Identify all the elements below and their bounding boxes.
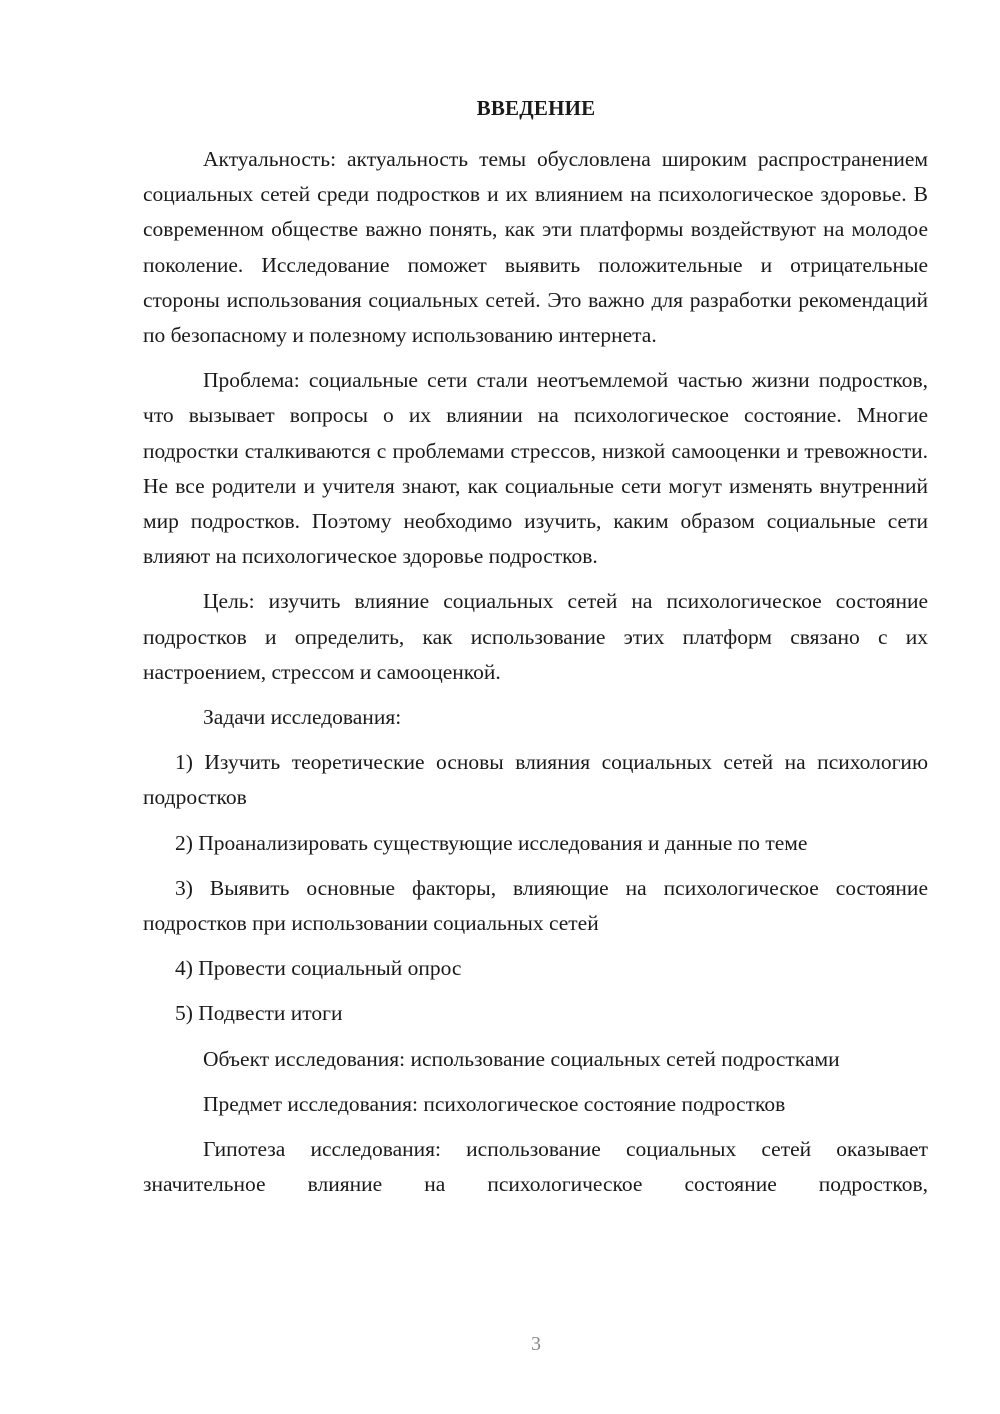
task-item-1: 1) Изучить теоретические основы влияния социальных сетей на психологию подростков: [143, 750, 928, 810]
relevance-paragraph: Актуальность: актуальность темы обусловлена широким распространением социальных сетей среди подростков и их влиянием на психологическое здоровье. В современном обществе важно понять, как эти платформы воздействуют на молодое поколение. Исследование поможет выявить положительные и отрицательные стороны использования социальных сетей. Это важно для разработки рекомендаций по безопасному и полезному использованию интернета.: [143, 147, 928, 348]
section-heading: ВВЕДЕНИЕ: [476, 96, 596, 120]
document-body: [143, 142, 928, 1202]
goal-paragraph: Цель: изучить влияние социальных сетей на психологическое состояние подростков и определить, как использование этих платформ связано с их настроением, стрессом и самооценкой.: [143, 589, 928, 684]
research-object: Объект исследования: использование социальных сетей подростками: [203, 1046, 840, 1071]
tasks-heading: Задачи исследования:: [203, 705, 402, 730]
task-item-2: 2) Проанализировать существующие исследования и данные по теме: [175, 830, 808, 855]
task-item-4: 4) Провести социальный опрос: [175, 956, 462, 981]
page-number: 3: [531, 1333, 541, 1355]
problem-paragraph: Проблема: социальные сети стали неотъемлемой частью жизни подростков, что вызывает вопросы о их влиянии на психологическое состояние. Многие подростки сталкиваются с проблемами стрессов, низкой самооценки и тревожности. Не все родители и учителя знают, как социальные сети могут изменять внутренний мир подростков. Поэтому необходимо изучить, каким образом социальные сети влияют на психологическое здоровье подростков.: [143, 368, 928, 569]
task-item-3: 3) Выявить основные факторы, влияющие на психологическое состояние подростков при использовании социальных сетей: [143, 875, 928, 936]
research-hypothesis: Гипотеза исследования: использование социальных сетей оказывает значительное влияние на психологическое состояние подростков,: [143, 1137, 928, 1197]
task-item-5: 5) Подвести итоги: [175, 1001, 343, 1026]
research-subject: Предмет исследования: психологическое состояние подростков: [203, 1091, 786, 1116]
